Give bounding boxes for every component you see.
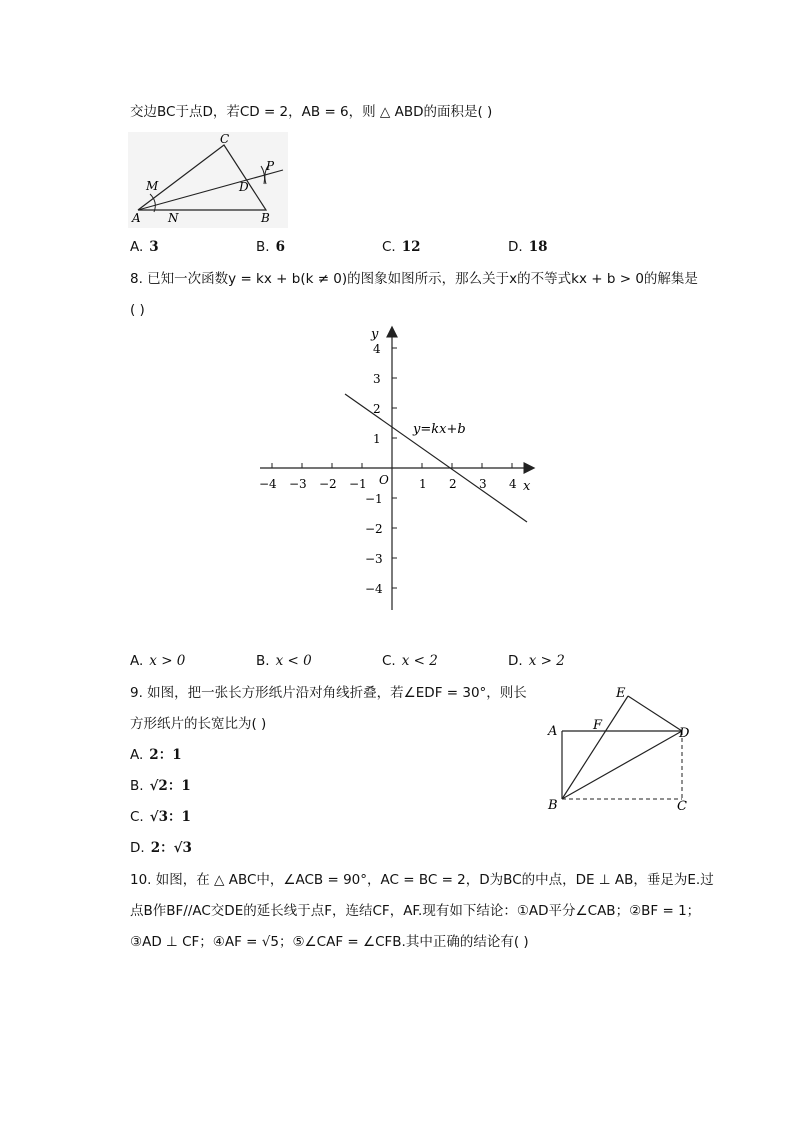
q9-option-c[interactable]: C. √3：1 <box>130 809 191 825</box>
label-b: B <box>548 798 558 813</box>
q9-option-d[interactable]: D. 2：√3 <box>130 840 192 856</box>
q7-figure <box>128 132 288 228</box>
label-a: A <box>548 724 558 739</box>
q8-stem-line2: ( ) <box>130 302 145 318</box>
x-tick-label: −3 <box>289 477 307 491</box>
q9-figure <box>540 682 700 817</box>
label-d: D <box>239 180 249 194</box>
label-m: M <box>146 179 159 193</box>
q8-option-b[interactable]: B. x < 0 <box>256 653 312 669</box>
x-tick-label: −4 <box>259 477 277 491</box>
y-tick-label: 2 <box>373 402 381 416</box>
q7-option-b[interactable]: B. 6 <box>256 239 285 255</box>
x-tick-label: 1 <box>419 477 427 491</box>
x-tick-label: −2 <box>319 477 337 491</box>
q9-stem-line1: 9. 如图，把一张长方形纸片沿对角线折叠，若∠EDF = 30°，则长 <box>130 685 527 701</box>
q8-option-c[interactable]: C. x < 2 <box>382 653 438 669</box>
q8-graph <box>255 322 545 617</box>
label-n: N <box>168 211 179 225</box>
y-tick-label: −3 <box>365 552 383 566</box>
q7-option-d[interactable]: D. 18 <box>508 239 548 255</box>
label-a: A <box>132 211 141 225</box>
y-axis-label: y <box>371 327 379 342</box>
y-tick-label: −1 <box>365 492 383 506</box>
y-tick-label: −4 <box>365 582 383 596</box>
label-c: C <box>677 799 687 814</box>
q7-option-c[interactable]: C. 12 <box>382 239 421 255</box>
q8-option-a[interactable]: A. x > 0 <box>130 653 186 669</box>
label-b: B <box>261 211 270 225</box>
label-e: E <box>616 686 626 701</box>
label-d: D <box>679 726 690 741</box>
q9-option-b[interactable]: B. √2：1 <box>130 778 191 794</box>
q10-line1: 10. 如图，在 △ ABC中，∠ACB = 90°，AC = BC = 2，D为BC的中点，DE ⊥ AB，垂足为E.过 <box>130 872 714 888</box>
q7-option-a[interactable]: A. 3 <box>130 239 159 255</box>
q10-line2: 点B作BF//AC交DE的延长线于点F，连结CF，AF.现有如下结论：①AD平分∠CAB；②BF = 1； <box>130 903 701 919</box>
label-c: C <box>220 132 230 146</box>
q10-line3: ③AD ⊥ CF；④AF = √5；⑤∠CAF = ∠CFB.其中正确的结论有( ) <box>130 934 529 950</box>
x-tick-label: 2 <box>449 477 457 491</box>
origin-label: O <box>379 473 389 487</box>
x-axis-label: x <box>523 479 531 494</box>
x-tick-label: −1 <box>349 477 367 491</box>
q9-option-a[interactable]: A. 2：1 <box>130 747 182 763</box>
y-tick-label: −2 <box>365 522 383 536</box>
function-line-label: y=kx+b <box>413 422 466 437</box>
y-tick-label: 1 <box>373 432 381 446</box>
x-tick-label: 4 <box>509 477 517 491</box>
x-tick-label: 3 <box>479 477 487 491</box>
q8-stem-line1: 8. 已知一次函数y = kx + b(k ≠ 0)的图象如图所示，那么关于x的不等式kx + b > 0的解集是 <box>130 271 698 287</box>
y-tick-label: 3 <box>373 372 381 386</box>
q9-stem-line2: 方形纸片的长宽比为( ) <box>130 716 267 732</box>
label-f: F <box>593 718 603 733</box>
y-tick-label: 4 <box>373 342 381 356</box>
q8-option-d[interactable]: D. x > 2 <box>508 653 565 669</box>
label-p: P <box>266 159 275 173</box>
q7-stem: 交边BC于点D，若CD = 2，AB = 6，则 △ ABD的面积是( ) <box>130 104 493 120</box>
